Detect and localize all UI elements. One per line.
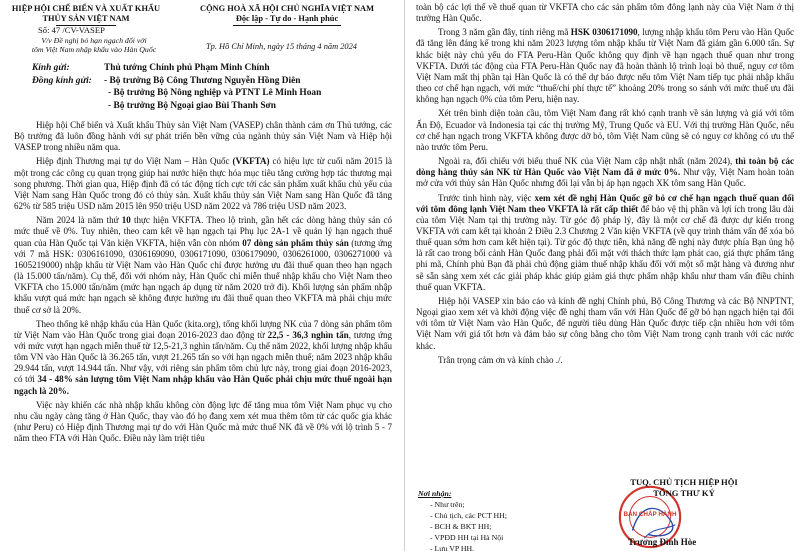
paragraph-text: toàn bộ các lợi thế về thuế quan từ VKFTA cho các sản phẩm tôm đông lạnh này của Việt Nam ở thị trường Hàn Quốc. xyxy=(416,2,794,24)
receiver-item: - Lưu VP HH. xyxy=(430,543,507,551)
body-paragraph xyxy=(416,156,794,189)
kinh-gui-label: Kính gửi: xyxy=(32,63,70,73)
paragraph-bold: 10 xyxy=(121,215,131,226)
paragraph-bold: 22,5 - 36,3 nghìn tấn xyxy=(267,329,349,340)
paragraph-text: Trân trọng cảm ơn và kính chào ./. xyxy=(438,354,563,365)
paragraph-text: Việc này khiến các nhà nhập khẩu không còn động lực để tăng mua tôm Việt Nam phục vụ cho nhu cầu ngày càng tăng ở Hàn Quốc, thay vào đó họ đang xem xét mua thêm tôm từ các quốc gia khác (như Peru) có Hiệp định Thương mại tự do với Hàn Quốc mà mức thuế NK đã về 0% với lộ trình 5 - 7 năm theo FTA với Hàn Quốc. Điều này làm triệt tiêu xyxy=(14,399,392,444)
nation-line1: CỘNG HOÀ XÃ HỘI CHỦ NGHĨA VIỆT NAM xyxy=(200,4,374,13)
paragraph-bold: xem xét đề nghị Hàn Quốc gỡ bỏ cơ chế hạn ngạch thuế quan đối với tôm đông lạnh Việt Nam theo VKFTA là rất cấp thiết xyxy=(416,192,794,214)
letter-body-right xyxy=(416,2,794,369)
subject-line xyxy=(14,36,174,54)
org-name-line1: HIỆP HỘI CHẾ BIẾN VÀ XUẤT KHẨU xyxy=(11,4,161,13)
paragraph-text: Như vậy, Việt Nam hoàn toàn mở cửa với thủy sản Hàn Quốc nhưng đối lại vẫn bị áp hạn ngạch XK tôm sang Hàn Quốc. xyxy=(416,167,794,189)
letter-body-left xyxy=(14,120,392,447)
paragraph-text: Năm 2024 là năm thứ xyxy=(36,215,122,226)
reference-number: Số: 47 /CV-VASEP xyxy=(38,25,105,35)
paragraph-text: Ngoài ra, đối chiếu với biểu thuế NK của Việt Nam cập nhật nhất (năm 2024), xyxy=(438,156,736,167)
paragraph-bold: thì toàn bộ các dòng hàng thủy sản NK từ Hàn Quốc vào Việt Nam đã ở mức 0%. xyxy=(416,156,795,178)
receivers-list xyxy=(418,499,507,551)
paragraph-text: (tương ứng với 7 mã HSK: 0306161090, 0306169090, 0306171090, 0306179090, 0306261000, 0306271000 và 1605219000) nhập khẩu từ Việt Nam vào Hàn Quốc chỉ được hưởng ưu đãi thuế quan theo hạn ngạch (là 15.000 tấn/năm). Cụ thể, đối với nhóm này, Hàn Quốc chỉ miễn thuế nhập khẩu cho Việt Nam theo VKFTA cho 15.000 tấn/năm (mức hạn ngạch áp dụng từ năm 2020 trở đi). Khối lượng sản phẩm nhập khẩu vượt quá mức hạn ngạch sẽ không được hưởng ưu đãi thuế quan theo VKFTA mà phải chịu mức thuế cơ sở là 20%. xyxy=(14,237,392,315)
national-header xyxy=(176,4,398,26)
paragraph-text: , tương ứng với mức vượt hạn ngạch miễn thuế từ 12,5-21,3 nghìn tấn/năm. Cụ thể năm 2022, khối lượng nhập khẩu tôm VN vào Hàn Quốc là 36.265 tấn, vượt 21.265 tấn so với hạn ngạch miễn thuế; năm 2023 nhập khẩu 29.944 tấn, vượt 14.944 tấn. Như vậy, với riêng sản phẩm tôm chủ lực này, trong giai đoạn 2016-2023, có tới xyxy=(14,329,393,385)
paragraph-bold: (VKFTA) xyxy=(232,156,270,167)
recipient-line: - Bộ trưởng Bộ Công Thương Nguyễn Hồng Diên xyxy=(104,75,301,86)
body-paragraph xyxy=(14,215,392,315)
signature-line1: TUQ. CHỦ TỊCH HIỆP HỘI xyxy=(630,477,738,487)
receivers-title: Nơi nhận: xyxy=(418,489,452,498)
body-paragraph xyxy=(416,2,794,24)
stamp-text: BAN CHẤP HÀNH xyxy=(623,510,677,518)
subject-line-1: V/v Đề nghị bỏ hạn ngạch đối với xyxy=(41,36,147,45)
closing-line xyxy=(416,355,794,366)
paragraph-text: Trong 3 năm gần đây, tính riêng mã xyxy=(438,27,571,38)
paragraph-bold: 07 dòng sản phẩm thủy sản xyxy=(242,237,349,248)
letter-page-2 xyxy=(406,0,805,551)
subject-line-2: tôm Việt Nam nhập khẩu vào Hàn Quốc xyxy=(31,45,157,54)
paragraph-text: Theo thống kê nhập khẩu của Hàn Quốc (kita.org), tổng khối lượng NK của 7 dòng sản phẩm tôm từ Việt Nam vào Hàn Quốc trong giai đoạn 2016-2023 dao động từ xyxy=(14,318,392,340)
body-paragraph xyxy=(14,156,392,212)
nation-line2: Độc lập - Tự do - Hạnh phúc xyxy=(235,14,339,23)
paragraph-text: , lượng nhập khẩu tôm Peru vào Hàn Quốc đã tăng lên đáng kể trong khi năm 2023 lượng tôm nhập khẩu từ Việt Nam đã giảm gần 6.000 tấn. Sự khác biệt này chủ yếu do FTA Peru-Hàn Quốc không quy định về hạn ngạch thuế quan như trong VKFTA. Dưới tác động của FTA Peru-Hàn Quốc nay đã hoàn thành lộ trình loại bỏ thuế, nguy cơ tôm Việt Nam mất thị phần tại Hàn Quốc là có thể dự báo được nếu tôm Việt Nam tiếp tục phải nhập khẩu theo cơ chế hạn ngạch, với mức “thuế/chi phí thực tế” khoảng 20% trong so sánh với mức thuế ưu đãi không hạn ngạch 0% của tôm Peru, hiện nay. xyxy=(416,27,794,105)
body-paragraph xyxy=(416,27,794,105)
receiver-item: - VPĐD HH tại Hà Nội xyxy=(430,532,507,543)
signer-name: Trương Đình Hòe xyxy=(628,537,697,547)
recipients-block xyxy=(32,62,392,112)
nation-underline xyxy=(233,25,341,26)
body-paragraph xyxy=(14,120,392,153)
receiver-item: - BCH & BKT HH; xyxy=(430,521,507,532)
kinh-gui-line xyxy=(32,62,392,75)
recipient-line: - Bộ trưởng Bộ Nông nghiệp và PTNT Lê Minh Hoan xyxy=(108,88,322,99)
paragraph-bold: 34 - 48% sản lượng tôm Việt Nam nhập khẩu vào Hàn Quốc phải chịu mức thuế ngoài hạn ngạch là 20%. xyxy=(14,374,392,396)
receiver-item: - Như trên; xyxy=(430,499,507,510)
paragraph-text: Hiệp hội Chế biến và Xuất khẩu Thủy sản Việt Nam (VASEP) chân thành cảm ơn Thủ tướng, các Bộ trưởng đã luôn đồng hành với sự phát triển bền vững của ngành thủy sản Việt Nam và Hiệp hội VASEP trong nhiều năm qua. xyxy=(14,120,392,153)
dong-kinh-gui-line xyxy=(32,75,392,88)
org-name-line2: THỦY SẢN VIỆT NAM xyxy=(42,14,130,23)
body-paragraph xyxy=(416,193,794,293)
paragraph-text: Trước tình hình này, việc xyxy=(438,192,535,203)
body-paragraph xyxy=(14,400,392,445)
signature-block xyxy=(584,477,784,498)
signature-line2: TỔNG THƯ KÝ xyxy=(653,487,715,498)
letter-date: Tp. Hồ Chí Minh, ngày 15 tháng 4 năm 2024 xyxy=(206,42,357,51)
body-paragraph xyxy=(14,319,392,397)
paragraph-bold: HSK 0306171090 xyxy=(570,27,638,38)
kinh-gui-recipient: Thủ tướng Chính phủ Phạm Minh Chính xyxy=(104,63,270,73)
body-paragraph xyxy=(416,108,794,153)
paragraph-text: để bảo vệ thị phần và lợi ích trong lâu dài của tôm Việt Nam tại thị trường này. Từ góc độ pháp lý, đây là một cơ chế đã được dự kiến trong VKFTA với cam kết tại khoản 2 Điều 2.3 Chương 2 Văn kiện VKFTA (về quy trình thảm vấn để xóa bỏ thuế quan sớm hơn cam kết hiện tại). Từ góc độ thực tiễn, khả năng đề nghị này được phía Bạn ủng hộ là rất cao trong bối cảnh Hàn Quốc đang phải đối mặt với thách thức lạm phát cao, giá thực phẩm tăng phi mã, Chính phủ Bạn đã phải chủ động giảm thuế nhập khẩu đối với một số mặt hàng và đương như sẽ sẵn sàng xem xét các giải pháp khác giúp giảm giá thực phẩm nhập khẩu như tham vấn điều chỉnh thuế quan VKFTA. xyxy=(416,203,794,292)
organization-header xyxy=(6,4,166,26)
dong-kinh-gui-label: Đồng kính gửi: xyxy=(32,75,92,86)
receiver-item: - Chủ tịch, các PCT HH; xyxy=(430,510,507,521)
paragraph-text: thực hiện VKFTA. Theo lộ trình, gần hết các dòng hàng thủy sản có mức thuế về 0%. Tuy nhiên, theo cam kết về hạn ngạch tại Phụ lục 2A-1 về quản lý hạn ngạch thuế quan của Hàn Quốc tại Văn kiện VKFTA, hiện vẫn còn nhóm xyxy=(14,215,392,248)
paragraph-text: Xét trên bình diện toàn cầu, tôm Việt Nam đang rất khó cạnh tranh về sản lượng và giá với tôm Ấn Độ, Ecuador và Indonesia tại các thị trường Mỹ, Trung Quốc và EU. Với thị trường Hàn Quốc, nếu cơ chế hạn ngạch trong VKFTA không được dỡ bỏ, tôm Việt Nam cũng sẽ có nguy cơ không có ưu thế nào trước tôm Peru. xyxy=(416,108,794,152)
paragraph-text: Hiệp định Thương mại tự do Việt Nam – Hàn Quốc xyxy=(36,156,233,167)
receivers-block xyxy=(418,488,507,551)
paragraph-text: Hiệp hội VASEP xin báo cáo và kính đề nghị Chính phủ, Bộ Công Thương và các Bộ NNPTNT, Ngoại giao xem xét và khởi động việc đề nghị tham vấn với Hàn Quốc để gỡ bỏ hạn ngạch hiện tại đối với tôm từ Việt Nam vào Hàn Quốc, để người tiêu dùng Hàn Quốc được tiếp cận nhiều hơn với tôm Việt Nam với giá tốt hơn và đảm bảo sự công bằng cho tôm Việt Nam trong cạnh tranh với các nước khác. xyxy=(416,295,794,351)
paragraph-text: có hiệu lực từ cuối năm 2015 là một trong các công cụ quan trọng giúp hai nước hiện thực hóa mục tiêu tăng cường hợp tác thương mại song phương. Thời gian qua, Hiệp định đã có tác động tích cực tới các sản phẩm xuất khẩu chủ yếu của Việt Nam sang Hàn Quốc trong đó có thủy sản. Xuất khẩu thủy sản Việt Nam sang Hàn Quốc đã tăng 62% từ 585 triệu USD năm 2015 lên 950 triệu USD năm 2022 và 786 triệu USD năm 2023. xyxy=(14,156,392,212)
body-paragraph xyxy=(416,296,794,352)
recipient-line: - Bộ trưởng Bộ Ngoại giao Bùi Thanh Sơn xyxy=(108,100,276,111)
